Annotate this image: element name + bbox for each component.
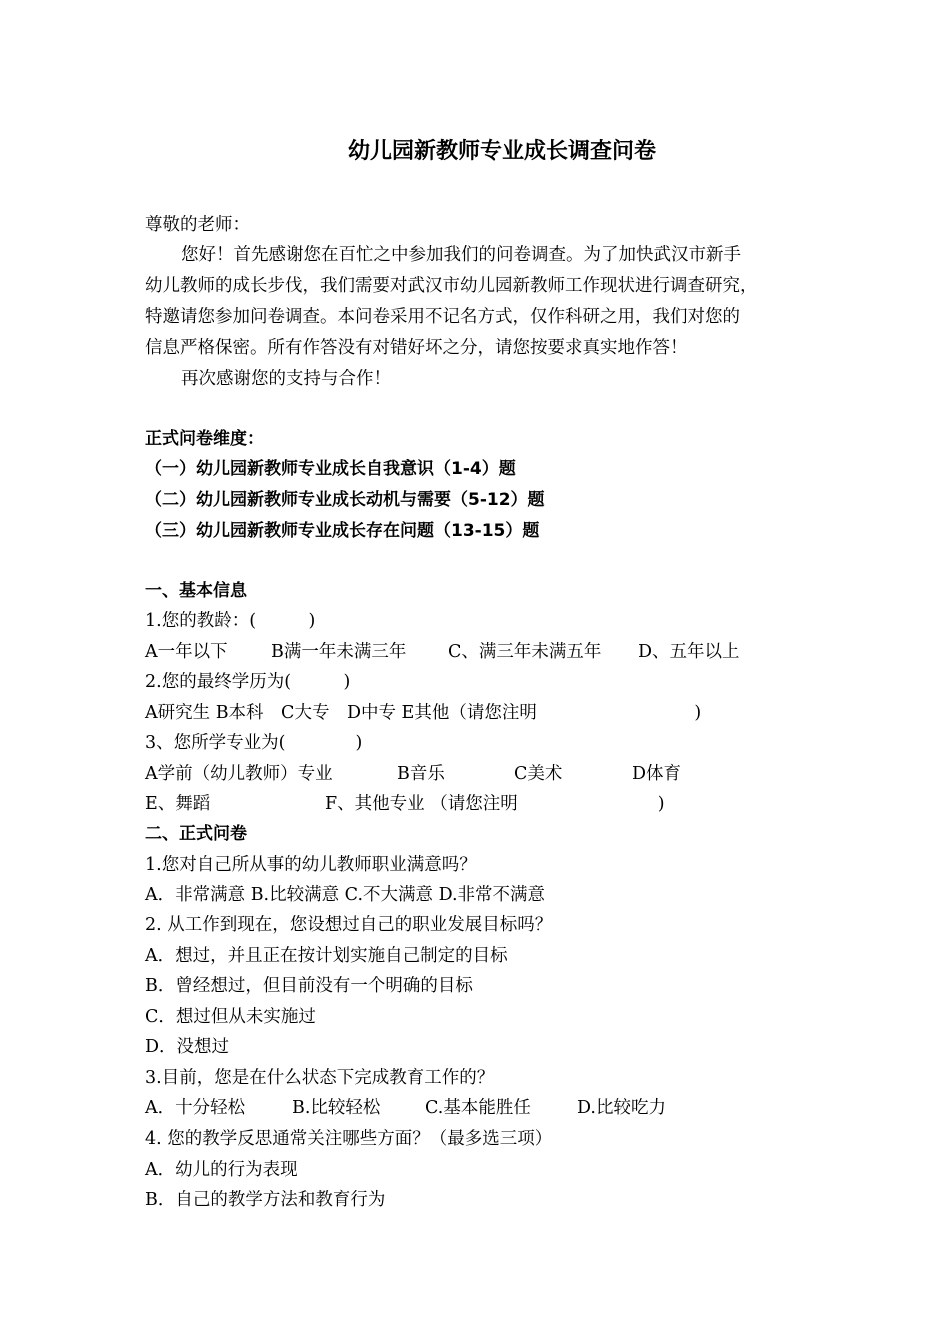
greeting: 尊敬的老师： [145, 215, 250, 235]
section2-heading: 二、正式问卷 [145, 824, 247, 844]
intro-line-2: 幼儿教师的成长步伐，我们需要对武汉市幼儿园新教师工作现状进行调查研究， [145, 276, 758, 296]
formal-q2-option-a: A．想过，并且正在按计划实施自己制定的目标 [145, 946, 508, 966]
section1-heading: 一、基本信息 [145, 581, 247, 601]
formal-q4-option-a: A．幼儿的行为表现 [145, 1160, 298, 1180]
basic-q1-option-d: D、五年以上 [638, 642, 740, 662]
basic-q3-option-d: D体育 [632, 764, 682, 784]
basic-q3-option-b: B音乐 [397, 764, 445, 784]
formal-q3-option-d: D.比较吃力 [577, 1098, 666, 1118]
formal-q1: 1.您对自己所从事的幼儿教师职业满意吗？ [145, 855, 477, 875]
basic-q1-option-c: C、满三年未满五年 [448, 642, 602, 662]
dimension-item-1: （一）幼儿园新教师专业成长自我意识（1-4）题 [145, 459, 516, 479]
basic-q1-option-a: A一年以下 [145, 642, 228, 662]
basic-q1: 1.您的教龄：( ) [145, 611, 316, 631]
formal-q4-option-b: B．自己的教学方法和教育行为 [145, 1190, 386, 1210]
dimension-item-2: （二）幼儿园新教师专业成长动机与需要（5-12）题 [145, 490, 545, 510]
formal-q2: 2. 从工作到现在，您设想过自己的职业发展目标吗？ [145, 915, 553, 935]
dimensions-heading: 正式问卷维度： [145, 429, 264, 449]
intro-line-4: 信息严格保密。所有作答没有对错好坏之分，请您按要求真实地作答！ [145, 338, 688, 358]
basic-q1-option-b: B满一年未满三年 [271, 642, 407, 662]
basic-q3-option-f: F、其他专业 （请您注明 ) [325, 794, 665, 814]
formal-q1-options: A．非常满意 B.比较满意 C.不大满意 D.非常不满意 [145, 885, 546, 905]
formal-q3-option-b: B.比较轻松 [292, 1098, 381, 1118]
formal-q2-option-d: D．没想过 [145, 1037, 230, 1057]
thanks-line: 再次感谢您的支持与合作！ [181, 369, 391, 389]
basic-q2-options: A研究生 B本科 C大专 D中专 E其他（请您注明 ) [145, 703, 702, 723]
document-title: 幼儿园新教师专业成长调查问卷 [347, 139, 656, 164]
basic-q3-option-a: A学前（幼儿教师）专业 [145, 764, 333, 784]
intro-line-3: 特邀请您参加问卷调查。本问卷采用不记名方式，仅作科研之用，我们对您的 [145, 307, 740, 327]
basic-q3-option-c: C美术 [514, 764, 563, 784]
basic-q3-option-e: E、舞蹈 [145, 794, 211, 814]
formal-q3-option-a: A．十分轻松 [145, 1098, 246, 1118]
basic-q2: 2.您的最终学历为( ) [145, 672, 351, 692]
formal-q4: 4. 您的教学反思通常关注哪些方面？（最多选三项） [145, 1129, 553, 1149]
formal-q3-option-c: C.基本能胜任 [425, 1098, 531, 1118]
formal-q3: 3.目前，您是在什么状态下完成教育工作的？ [145, 1068, 495, 1088]
formal-q2-option-b: B．曾经想过，但目前没有一个明确的目标 [145, 976, 473, 996]
dimension-item-3: （三）幼儿园新教师专业成长存在问题（13-15）题 [145, 521, 540, 541]
basic-q3: 3、您所学专业为( ) [145, 733, 363, 753]
formal-q2-option-c: C．想过但从未实施过 [145, 1007, 316, 1027]
intro-line-1: 您好！首先感谢您在百忙之中参加我们的问卷调查。为了加快武汉市新手 [181, 245, 741, 265]
